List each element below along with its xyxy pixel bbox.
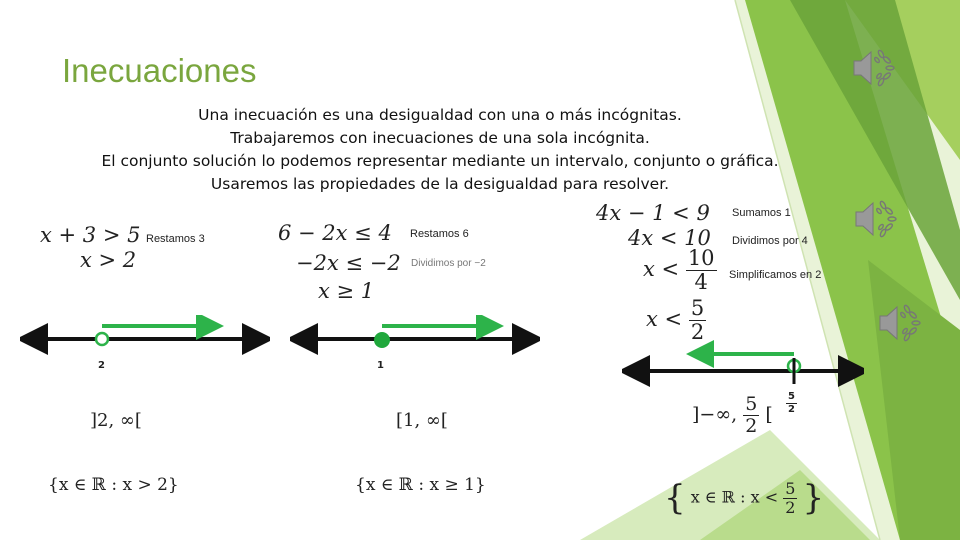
fraction-denominator: 2	[745, 415, 758, 437]
ex1-solution-set: {x ∈ ℝ : x > 2}	[48, 475, 179, 495]
ex3-note-3: Simplificamos en 2	[729, 269, 822, 281]
fraction-numerator: 5	[745, 393, 758, 415]
interval-right: [	[765, 403, 773, 426]
speaker-icon[interactable]	[852, 196, 898, 242]
ex2-tick-label: 1	[377, 360, 384, 371]
interval-left: ]−∞,	[692, 403, 738, 426]
page-title: Inecuaciones	[62, 52, 257, 89]
ex2-step2: −2x ≤ −2	[296, 251, 401, 275]
intro-text	[0, 104, 880, 196]
fraction-denominator: 2	[690, 320, 705, 344]
ex1-step1: x + 3 > 5	[40, 223, 141, 247]
fraction-numerator: 5	[785, 478, 796, 498]
fraction-denominator: 2	[788, 404, 795, 415]
fraction-numerator: 5	[690, 296, 705, 320]
ex2-step3: x ≥ 1	[318, 279, 375, 303]
intro-line: El conjunto solución lo podemos representar mediante un intervalo, conjunto o gráfica.	[101, 152, 779, 170]
speaker-icon[interactable]	[850, 45, 896, 91]
ex1-note: Restamos 3	[146, 233, 205, 245]
ex3-note-2: Dividimos por 4	[732, 235, 808, 247]
intro-line: Una inecuación es una desigualdad con una o más incógnitas.	[198, 106, 682, 124]
ex3-number-line	[622, 340, 864, 390]
ex1-number-line	[20, 315, 270, 360]
ex2-step1: 6 − 2x ≤ 4	[278, 221, 392, 245]
ex3-step1: 4x − 1 < 9	[596, 201, 710, 225]
ex2-interval: [1, ∞[	[396, 410, 448, 431]
fraction-numerator: 5	[788, 391, 795, 402]
ex2-note-1: Restamos 6	[410, 228, 469, 240]
ex3-note-1: Sumamos 1	[732, 207, 791, 219]
ex3-step4-prefix: x <	[646, 307, 683, 331]
ex3-step3-fraction	[686, 248, 717, 293]
ex3-tick-label	[786, 392, 797, 415]
ex1-interval: ]2, ∞[	[90, 410, 142, 431]
ex2-note-2: Dividimos por −2	[411, 258, 486, 269]
ex3-set-fraction	[783, 478, 797, 517]
ex3-step4-fraction	[689, 298, 706, 343]
speaker-icon[interactable]	[876, 300, 922, 346]
ex3-step2: 4x < 10	[628, 226, 711, 250]
ex1-step2: x > 2	[80, 248, 137, 272]
intro-line: Trabajaremos con inecuaciones de una sola incógnita.	[230, 129, 650, 147]
ex3-step3-prefix: x <	[643, 257, 680, 281]
intro-line: Usaremos las propiedades de la desigualdad para resolver.	[210, 175, 670, 193]
fraction-denominator: 4	[694, 270, 708, 294]
ex2-number-line	[290, 315, 540, 360]
ex3-interval	[692, 395, 773, 436]
ex3-step4	[646, 298, 706, 343]
ex1-tick-label: 2	[98, 360, 105, 371]
ex2-solution-set: {x ∈ ℝ : x ≥ 1}	[355, 475, 486, 495]
fraction-denominator: 2	[785, 497, 796, 517]
ex3-step3	[643, 248, 717, 293]
ex3-interval-fraction	[743, 395, 759, 436]
fraction-numerator: 10	[687, 246, 715, 270]
set-condition: x ∈ ℝ : x <	[690, 487, 779, 507]
ex3-solution-set: { x ∈ ℝ : x < $\frac{5}{2}$ }	[664, 478, 825, 518]
